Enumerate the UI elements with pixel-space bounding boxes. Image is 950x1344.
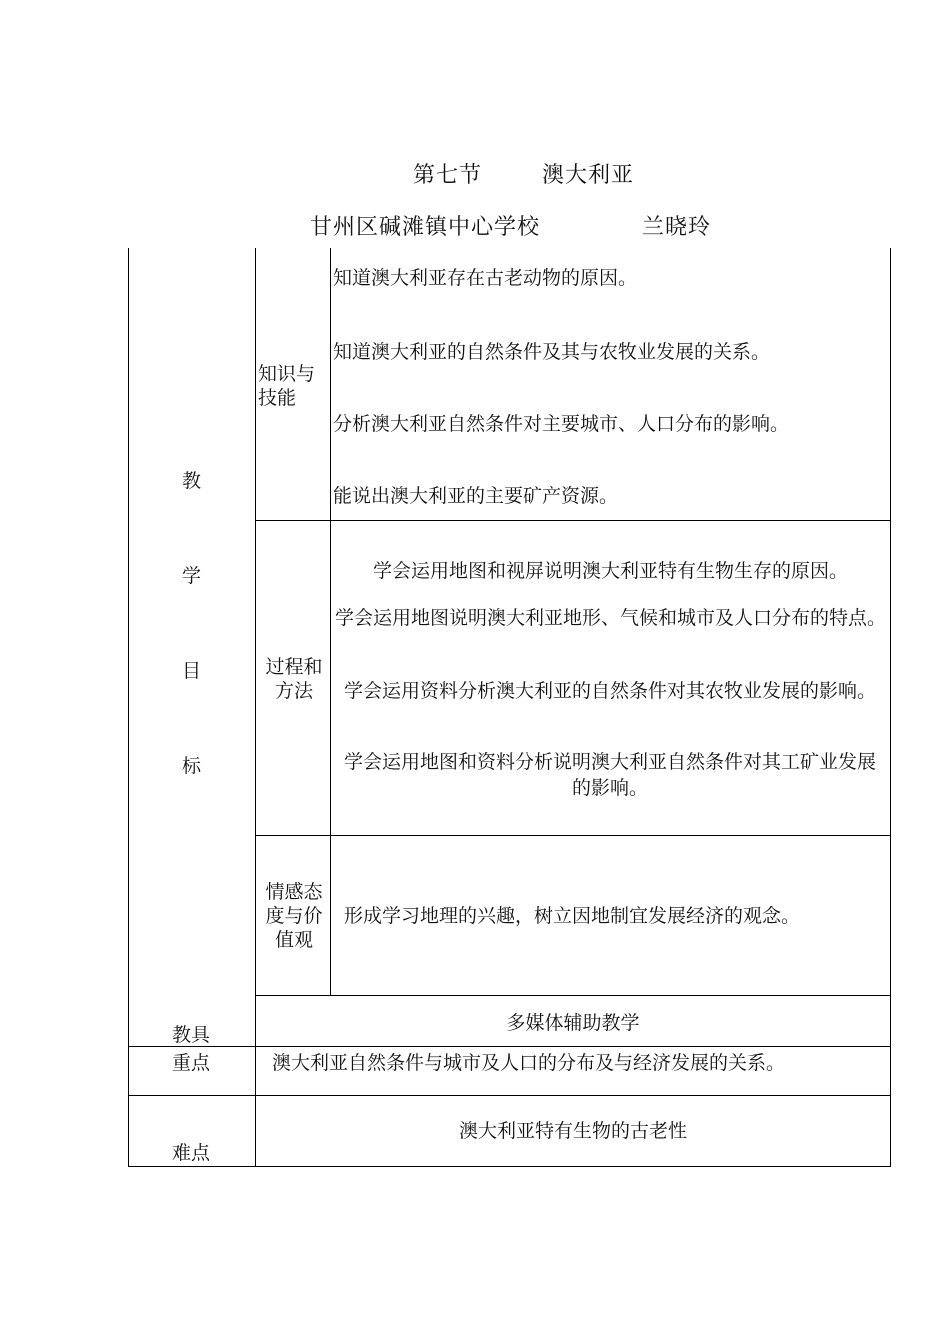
keypoint-text: 澳大利亚自然条件与城市及人口的分布及与经济发展的关系。 (272, 1052, 786, 1074)
knowledge-item: 分析澳大利亚自然条件对主要城市、人口分布的影响。 (333, 413, 790, 435)
row-divider-attitude (255, 995, 891, 996)
author-name: 兰晓玲 (642, 215, 712, 240)
attitude-text: 形成学习地理的兴趣，树立因地制宜发展经济的观念。 (344, 905, 801, 927)
table-border-left (128, 248, 129, 1167)
knowledge-item: 能说出澳大利亚的主要矿产资源。 (333, 485, 619, 507)
school-name: 甘州区碱滩镇中心学校 (310, 215, 541, 240)
section-number: 第七节 (413, 163, 483, 188)
objectives-label-char: 教 (182, 470, 202, 492)
table-border-right (890, 248, 891, 1167)
lesson-topic: 澳大利亚 (542, 163, 635, 188)
process-item: 学会运用资料分析澳大利亚的自然条件对其农牧业发展的影响。 (343, 680, 876, 702)
knowledge-label: 知识与技能 (258, 363, 316, 409)
knowledge-item: 知道澳大利亚的自然条件及其与农牧业发展的关系。 (333, 341, 771, 363)
tools-text: 多媒体辅助教学 (506, 1012, 640, 1034)
difficulty-text: 澳大利亚特有生物的古老性 (458, 1120, 687, 1142)
table-divider-sublabel (330, 248, 331, 996)
difficulty-label: 难点 (172, 1142, 211, 1164)
row-divider-process (255, 835, 891, 836)
row-divider-keypoint (128, 1095, 891, 1096)
row-divider-tools (128, 1046, 891, 1047)
row-divider-knowledge (255, 520, 891, 521)
process-item: 学会运用地图和资料分析说明澳大利亚自然条件对其工矿业发展的影响。 (343, 751, 876, 799)
objectives-label-char: 标 (182, 755, 202, 777)
process-item: 学会运用地图说明澳大利亚地形、气候和城市及人口分布的特点。 (334, 607, 886, 629)
keypoint-label: 重点 (172, 1052, 211, 1074)
tools-label: 教具 (172, 1024, 211, 1046)
knowledge-item: 知道澳大利亚存在古老动物的原因。 (333, 267, 638, 289)
table-border-bottom (128, 1166, 891, 1167)
process-label: 过程和方法 (265, 656, 323, 702)
objectives-label-char: 学 (182, 565, 202, 587)
objectives-label-char: 目 (182, 660, 202, 682)
process-item: 学会运用地图和视屏说明澳大利亚特有生物生存的原因。 (372, 560, 848, 582)
attitude-label: 情感态度与价值观 (265, 881, 323, 951)
